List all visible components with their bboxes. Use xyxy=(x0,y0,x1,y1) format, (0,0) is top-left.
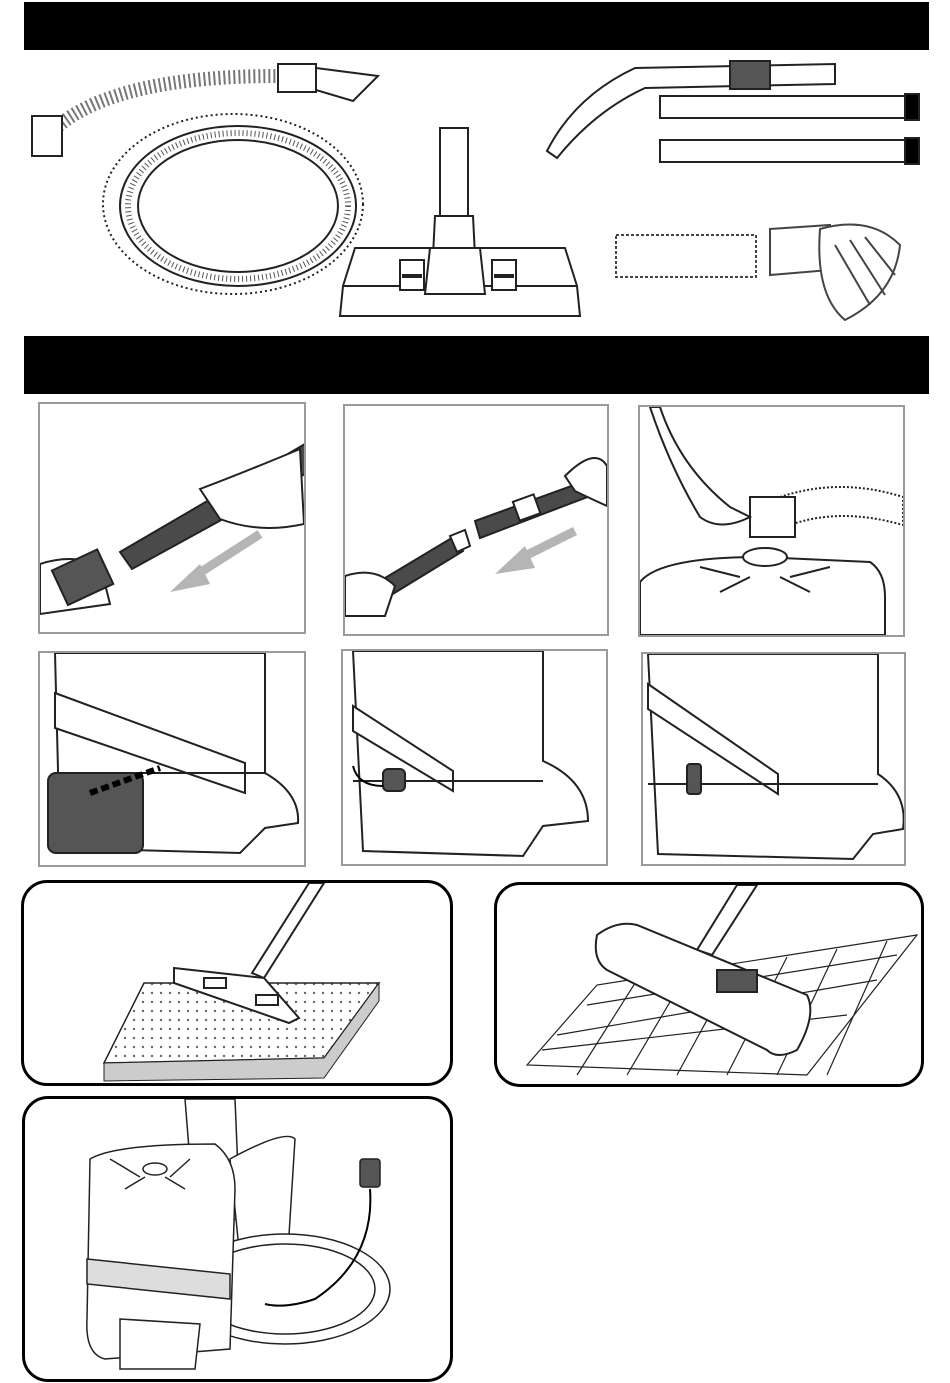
section-header-bar-contents xyxy=(24,2,929,50)
switch-on-step-icon xyxy=(341,649,608,866)
connect-wand-step-icon xyxy=(38,402,306,634)
hard-floor-cleaning-icon xyxy=(494,882,924,1087)
backpack-harness-icon xyxy=(22,1096,453,1382)
join-wands-step-icon xyxy=(343,404,609,636)
section-header-bar-assembly xyxy=(24,336,929,394)
insert-battery-step-icon xyxy=(38,651,306,867)
switched-on-state-icon xyxy=(641,652,906,866)
flexible-hose-icon xyxy=(28,56,388,306)
carpet-cleaning-icon xyxy=(21,880,453,1086)
extension-wands-icon xyxy=(535,56,930,176)
attach-hose-step-icon xyxy=(638,405,905,637)
filter-and-dusting-brush-icon xyxy=(610,215,910,325)
